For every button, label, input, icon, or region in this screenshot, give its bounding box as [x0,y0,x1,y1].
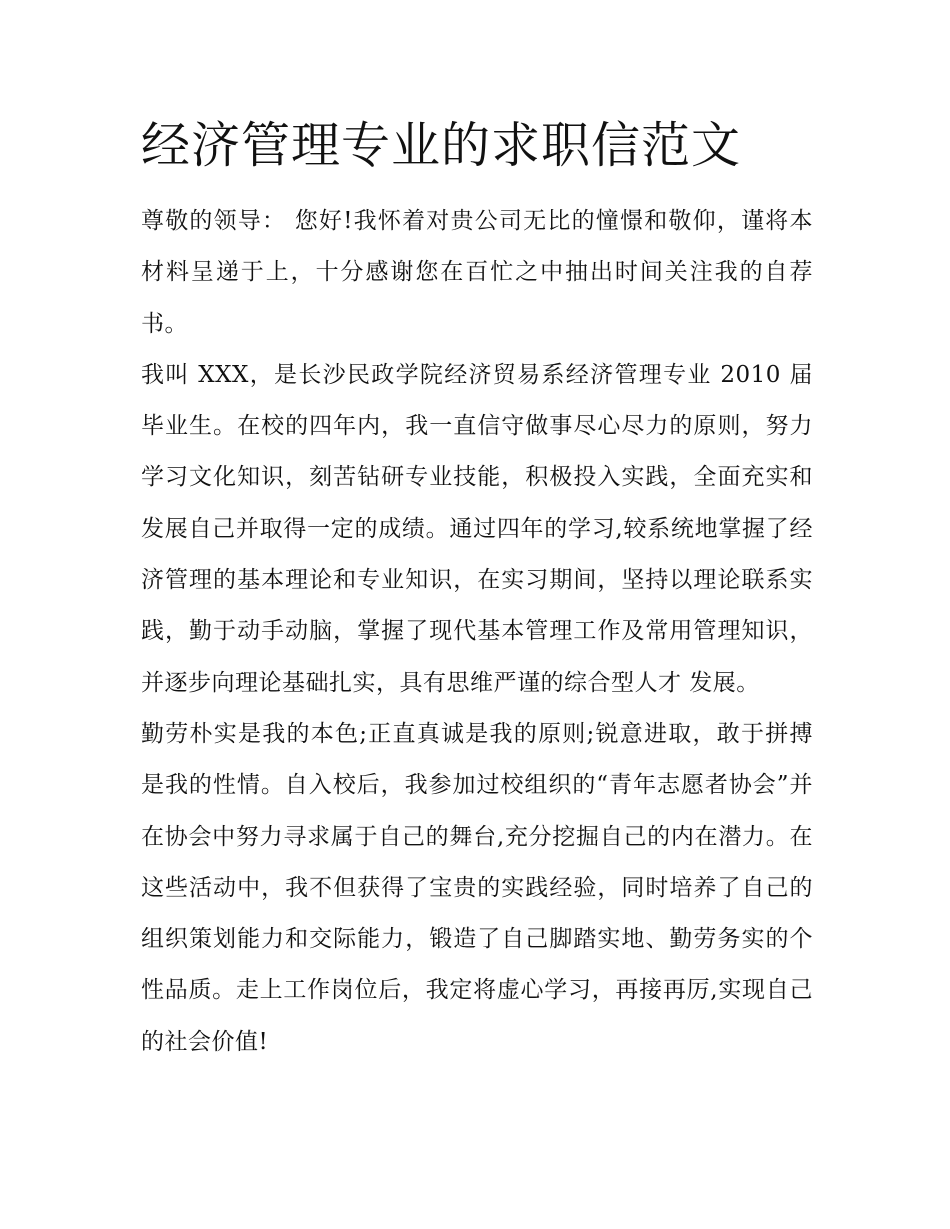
document-title: 经济管理专业的求职信范文 [141,117,742,174]
paragraph-greeting: 尊敬的领导： 您好!我怀着对贵公司无比的憧憬和敬仰，谨将本材料呈递于上，十分感谢您在百忙之中抽出时间关注我的自荐书。 [141,208,813,337]
paragraph-introduction: 我叫 XXX，是长沙民政学院经济贸易系经济管理专业 2010 届毕业生。在校的四年内，我一直信守做事尽心尽力的原则，努力学习文化知识，刻苦钻研专业技能，积极投入实践，全面充实和发展自己并取得一定的成绩。通过四年的学习,较系统地掌握了经济管理的基本理论和专业知识，在实习期间，坚持以理论联系实践，勤于动手动脑，掌握了现代基本管理工作及常用管理知识，并逐步向理论基础扎实，具有思维严谨的综合型人才 发展。 [141,361,813,696]
paragraph-character: 勤劳朴实是我的本色;正直真诚是我的原则;锐意进取，敢于拼搏是我的性情。自入校后，我参加过校组织的“青年志愿者协会”并在协会中努力寻求属于自己的舞台,充分挖掘自己的内在潜力。在这些活动中，我不但获得了宝贵的实践经验，同时培养了自己的组织策划能力和交际能力，锻造了自己脚踏实地、勤劳务实的个性品质。走上工作岗位后，我定将虚心学习，再接再厉,实现自己的社会价值! [141,720,813,1055]
document-body [141,196,813,1068]
